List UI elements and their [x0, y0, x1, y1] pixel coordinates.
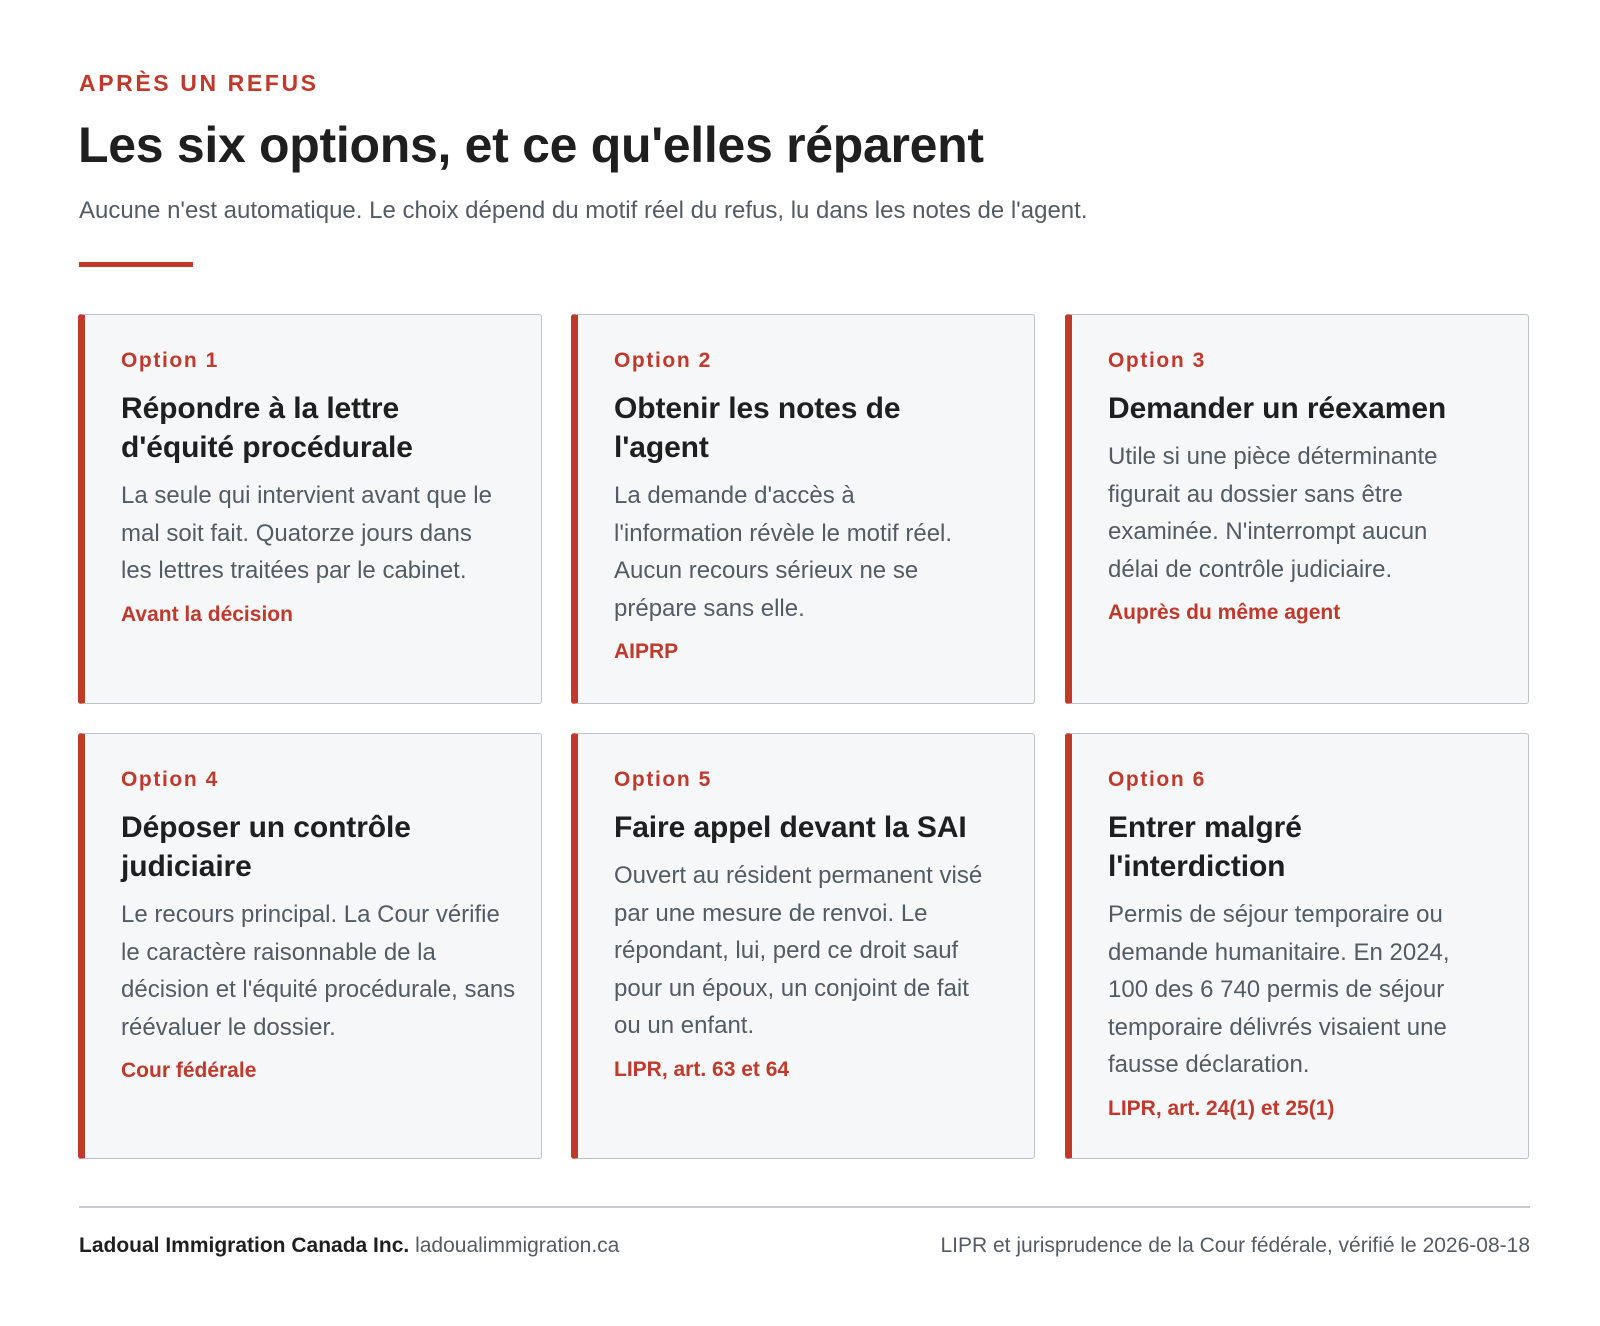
source-note: LIPR et jurisprudence de la Cour fédérale, vérifié le 2026-08-18	[940, 1234, 1530, 1257]
option-card-1	[78, 314, 542, 704]
option-description: La demande d'accès à l'information révèle le motif réel. Aucun recours sérieux ne se prépare sans elle.	[614, 482, 953, 622]
option-tag: Avant la décision	[121, 602, 293, 626]
option-title: Faire appel devant la SAI	[614, 811, 967, 844]
option-description: Permis de séjour temporaire ou demande humanitaire. En 2024, 100 des 6 740 permis de séjour temporaire délivrés visaient une fausse déclaration.	[1108, 901, 1450, 1078]
option-tag: LIPR, art. 63 et 64	[614, 1057, 790, 1081]
option-description: La seule qui intervient avant que le mal soit fait. Quatorze jours dans les lettres traitées par le cabinet.	[121, 482, 492, 584]
website-link[interactable]: ladoualimmigration.ca	[415, 1234, 620, 1257]
option-card-2	[571, 314, 1035, 704]
option-tag: Auprès du même agent	[1108, 601, 1341, 624]
option-tag: LIPR, art. 24(1) et 25(1)	[1108, 1096, 1335, 1120]
page-title: Les six options, et ce qu'elles réparent	[78, 117, 984, 173]
option-card-6	[1065, 733, 1529, 1159]
option-title: Entrer malgré l'interdiction	[1108, 811, 1302, 883]
option-title: Répondre à la lettre d'équité procédurale	[121, 392, 413, 464]
accent-divider	[79, 262, 193, 267]
footer-divider	[79, 1206, 1530, 1208]
option-description: Utile si une pièce déterminante figurait au dossier sans être examinée. N'interrompt aucun délai de contrôle judiciaire.	[1108, 443, 1438, 583]
option-number: Option 3	[1108, 349, 1206, 372]
footer-credit	[79, 1234, 619, 1258]
company-name: Ladoual Immigration Canada Inc.	[79, 1234, 410, 1257]
option-description: Ouvert au résident permanent visé par une mesure de renvoi. Le répondant, lui, perd ce droit sauf pour un époux, un conjoint de fait ou un enfant.	[614, 862, 983, 1039]
option-number: Option 4	[121, 768, 219, 791]
option-tag: Cour fédérale	[121, 1059, 257, 1082]
eyebrow-label: APRÈS UN REFUS	[79, 70, 319, 96]
option-card-5	[571, 733, 1035, 1159]
option-description: Le recours principal. La Cour vérifie le caractère raisonnable de la décision et l'équité procédurale, sans réévaluer le dossier.	[121, 901, 516, 1041]
option-title: Demander un réexamen	[1108, 392, 1447, 425]
option-number: Option 6	[1108, 768, 1206, 791]
option-card-3	[1065, 314, 1529, 704]
option-title: Obtenir les notes de l'agent	[614, 392, 901, 464]
option-title: Déposer un contrôle judiciaire	[121, 811, 411, 883]
page-subtitle: Aucune n'est automatique. Le choix dépend du motif réel du refus, lu dans les notes de l'agent.	[79, 197, 1088, 224]
option-tag: AIPRP	[614, 640, 679, 663]
option-number: Option 1	[121, 349, 219, 372]
option-number: Option 5	[614, 768, 712, 791]
option-card-4	[78, 733, 542, 1159]
option-number: Option 2	[614, 349, 712, 372]
